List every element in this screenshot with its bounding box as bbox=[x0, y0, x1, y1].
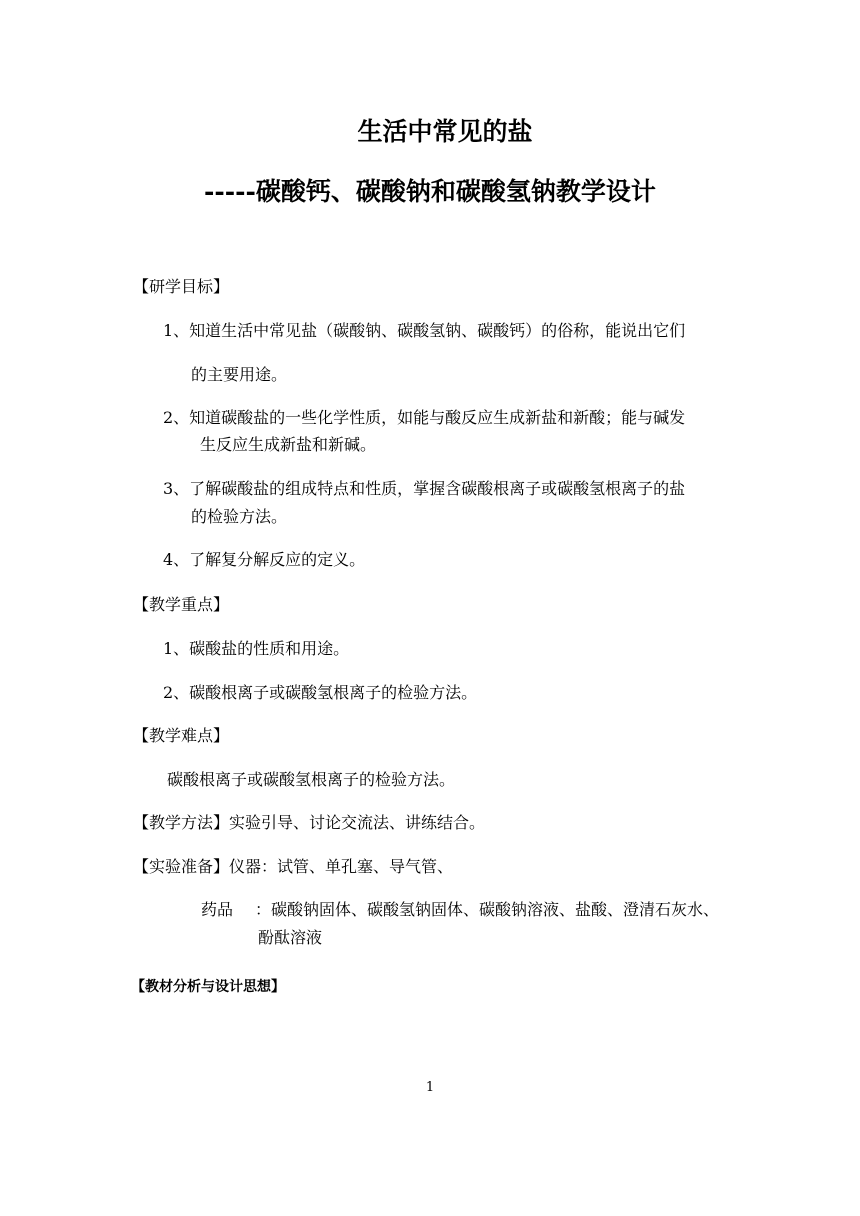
analysis-heading: 【教材分析与设计思想】 bbox=[131, 979, 285, 995]
objective-1-line-1: 1、知道生活中常见盐（碳酸钠、碳酸氢钠、碳酸钙）的俗称，能说出它们 bbox=[163, 321, 686, 340]
page-subtitle: -----碳酸钙、碳酸钠和碳酸氢钠教学设计 bbox=[204, 177, 656, 206]
preparation-heading: 【实验准备】 bbox=[133, 857, 230, 876]
page-number: 1 bbox=[425, 1080, 435, 1095]
objective-2-line-2: 生反应生成新盐和新碱。 bbox=[200, 435, 377, 454]
key-points-heading: 【教学重点】 bbox=[133, 595, 230, 614]
difficulties-heading: 【教学难点】 bbox=[133, 726, 230, 745]
preparation-instruments: 仪器：试管、单孔塞、导气管、 bbox=[229, 857, 454, 876]
methods-text: 实验引导、讨论交流法、讲练结合。 bbox=[229, 813, 486, 832]
preparation-line bbox=[133, 854, 453, 877]
key-point-2: 2、碳酸根离子或碳酸氢根离子的检验方法。 bbox=[163, 683, 478, 702]
methods-heading: 【教学方法】 bbox=[133, 813, 230, 832]
objective-3-line-2: 的检验方法。 bbox=[191, 507, 288, 526]
key-point-1: 1、碳酸盐的性质和用途。 bbox=[163, 639, 350, 658]
objective-2-line-1: 2、知道碳酸盐的一些化学性质，如能与酸反应生成新盐和新酸；能与碱发 bbox=[163, 408, 686, 427]
drugs-label: 药品 bbox=[201, 900, 234, 919]
objective-1-line-2: 的主要用途。 bbox=[191, 365, 288, 384]
objective-3-line-1: 3、了解碳酸盐的组成特点和性质，掌握含碳酸根离子或碳酸氢根离子的盐 bbox=[163, 479, 686, 498]
methods-line bbox=[133, 810, 485, 833]
objectives-heading: 【研学目标】 bbox=[133, 277, 230, 296]
difficulties-text: 碳酸根离子或碳酸氢根离子的检验方法。 bbox=[167, 770, 456, 789]
drugs-text-line-2: 酚酞溶液 bbox=[258, 928, 323, 947]
page-title: 生活中常见的盐 bbox=[357, 117, 533, 146]
objective-4: 4、了解复分解反应的定义。 bbox=[163, 550, 366, 569]
drugs-text-line-1: ：碳酸钠固体、碳酸氢钠固体、碳酸钠溶液、盐酸、澄清石灰水、 bbox=[255, 900, 720, 919]
